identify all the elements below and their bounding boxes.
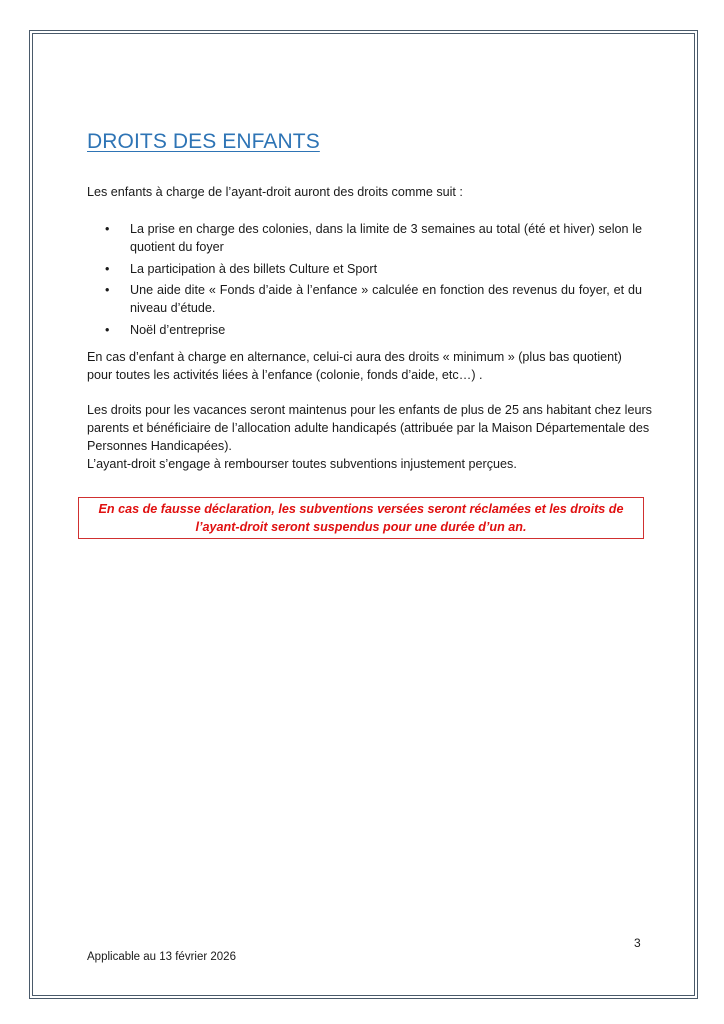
list-item [87,220,642,256]
bullet-icon: • [105,322,110,337]
list-item-text: Une aide dite « Fonds d’aide à l’enfance » calculée en fonction des revenus du foyer, et du niveau d’étude. [130,283,642,315]
vacances-paragraph: Les droits pour les vacances seront maintenus pour les enfants de plus de 25 ans habitant chez leurs parents et bénéficiaire de l’allocation adulte handicapés (attribuée par la Maison Départementale des Personnes Handicapées). [87,403,652,453]
list-item [87,260,642,278]
list-item [87,321,642,339]
vacances-section [87,401,657,473]
list-item-text: La participation à des billets Culture et Sport [130,261,378,276]
section-heading: DROITS DES ENFANTS [87,130,320,153]
warning-box: En cas de fausse déclaration, les subventions versées seront réclamées et les droits de l’ayant-droit seront suspendus pour une durée d’un an. [78,497,644,539]
footer-applicable-date: Applicable au 13 février 2026 [87,951,236,963]
alternance-paragraph: En cas d’enfant à charge en alternance, celui-ci aura des droits « minimum » (plus bas quotient) pour toutes les activités liées à l’enfance (colonie, fonds d’aide, etc…) . [87,350,622,382]
list-item [87,281,642,317]
remboursement-paragraph: L’ayant-droit s’engage à rembourser toutes subventions injustement perçues. [87,457,517,471]
list-item-text: Noël d’entreprise [130,322,226,337]
bullet-icon: • [105,222,110,236]
page-number: 3 [634,936,641,950]
bullet-icon: • [105,261,110,276]
list-item-text: La prise en charge des colonies, dans la limite de 3 semaines au total (été et hiver) selon le quotient du foyer [130,222,642,254]
rights-list [87,220,642,342]
intro-text: Les enfants à charge de l’ayant-droit auront des droits comme suit : [87,185,463,199]
bullet-icon: • [105,283,110,297]
